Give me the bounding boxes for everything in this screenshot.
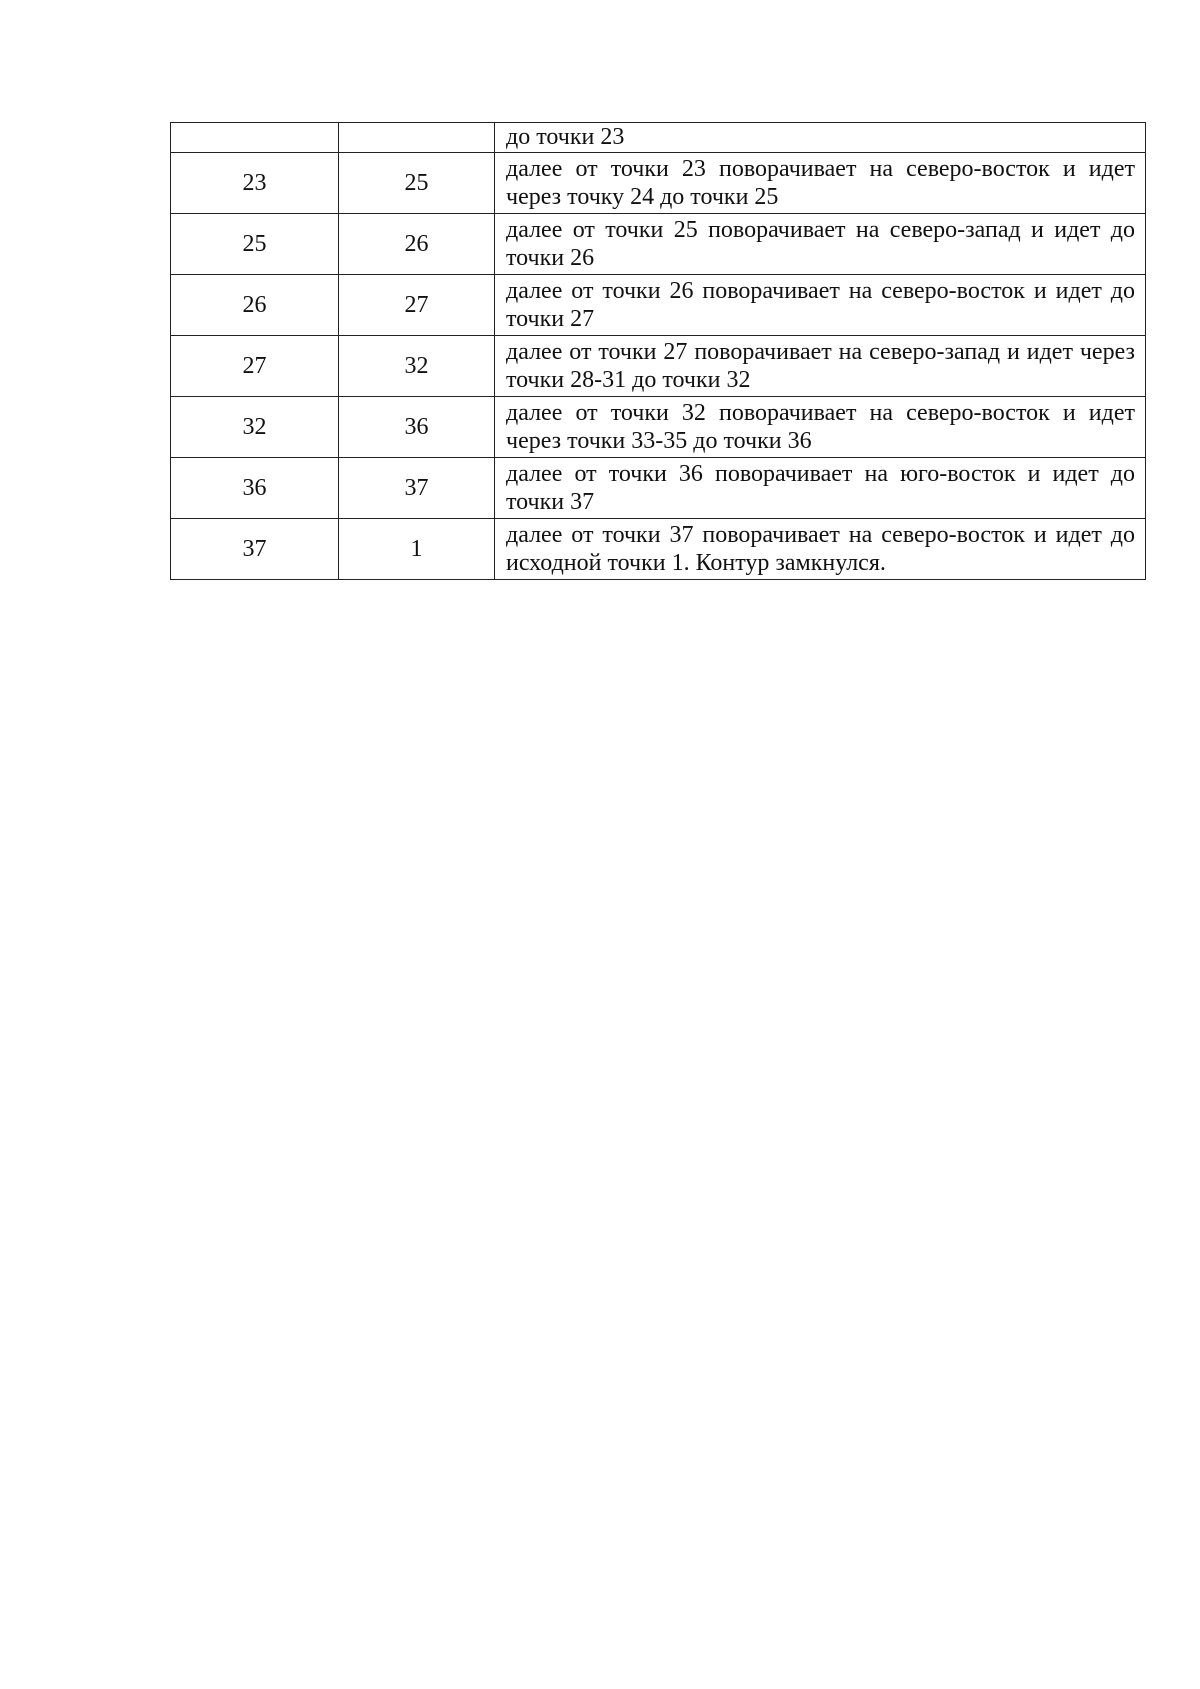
from-point-cell: 25 — [171, 214, 339, 275]
table-row — [171, 336, 1146, 397]
from-point-cell: 23 — [171, 153, 339, 214]
table-row — [171, 519, 1146, 580]
to-point-cell: 32 — [339, 336, 495, 397]
from-point-cell: 27 — [171, 336, 339, 397]
from-point-cell: 26 — [171, 275, 339, 336]
description-cell: до точки 23 — [495, 123, 1146, 153]
description-cell: далее от точки 26 поворачивает на северо-восток и идет до точки 27 — [495, 275, 1146, 336]
from-point-cell — [171, 123, 339, 153]
table-row — [171, 153, 1146, 214]
description-cell: далее от точки 25 поворачивает на северо-запад и идет до точки 26 — [495, 214, 1146, 275]
to-point-cell — [339, 123, 495, 153]
to-point-cell: 1 — [339, 519, 495, 580]
table-row — [171, 458, 1146, 519]
table-row — [171, 397, 1146, 458]
from-point-cell: 36 — [171, 458, 339, 519]
to-point-cell: 27 — [339, 275, 495, 336]
to-point-cell: 36 — [339, 397, 495, 458]
to-point-cell: 26 — [339, 214, 495, 275]
table-row — [171, 275, 1146, 336]
description-cell: далее от точки 32 поворачивает на северо-восток и идет через точки 33-35 до точки 36 — [495, 397, 1146, 458]
description-cell: далее от точки 36 поворачивает на юго-восток и идет до точки 37 — [495, 458, 1146, 519]
from-point-cell: 37 — [171, 519, 339, 580]
from-point-cell: 32 — [171, 397, 339, 458]
boundary-description-table — [170, 122, 1146, 580]
description-cell: далее от точки 27 поворачивает на северо-запад и идет через точки 28-31 до точки 32 — [495, 336, 1146, 397]
description-cell: далее от точки 37 поворачивает на северо-восток и идет до исходной точки 1. Контур замкнулся. — [495, 519, 1146, 580]
description-cell: далее от точки 23 поворачивает на северо-восток и идет через точку 24 до точки 25 — [495, 153, 1146, 214]
table-row-continuation — [171, 123, 1146, 153]
table-row — [171, 214, 1146, 275]
to-point-cell: 25 — [339, 153, 495, 214]
to-point-cell: 37 — [339, 458, 495, 519]
